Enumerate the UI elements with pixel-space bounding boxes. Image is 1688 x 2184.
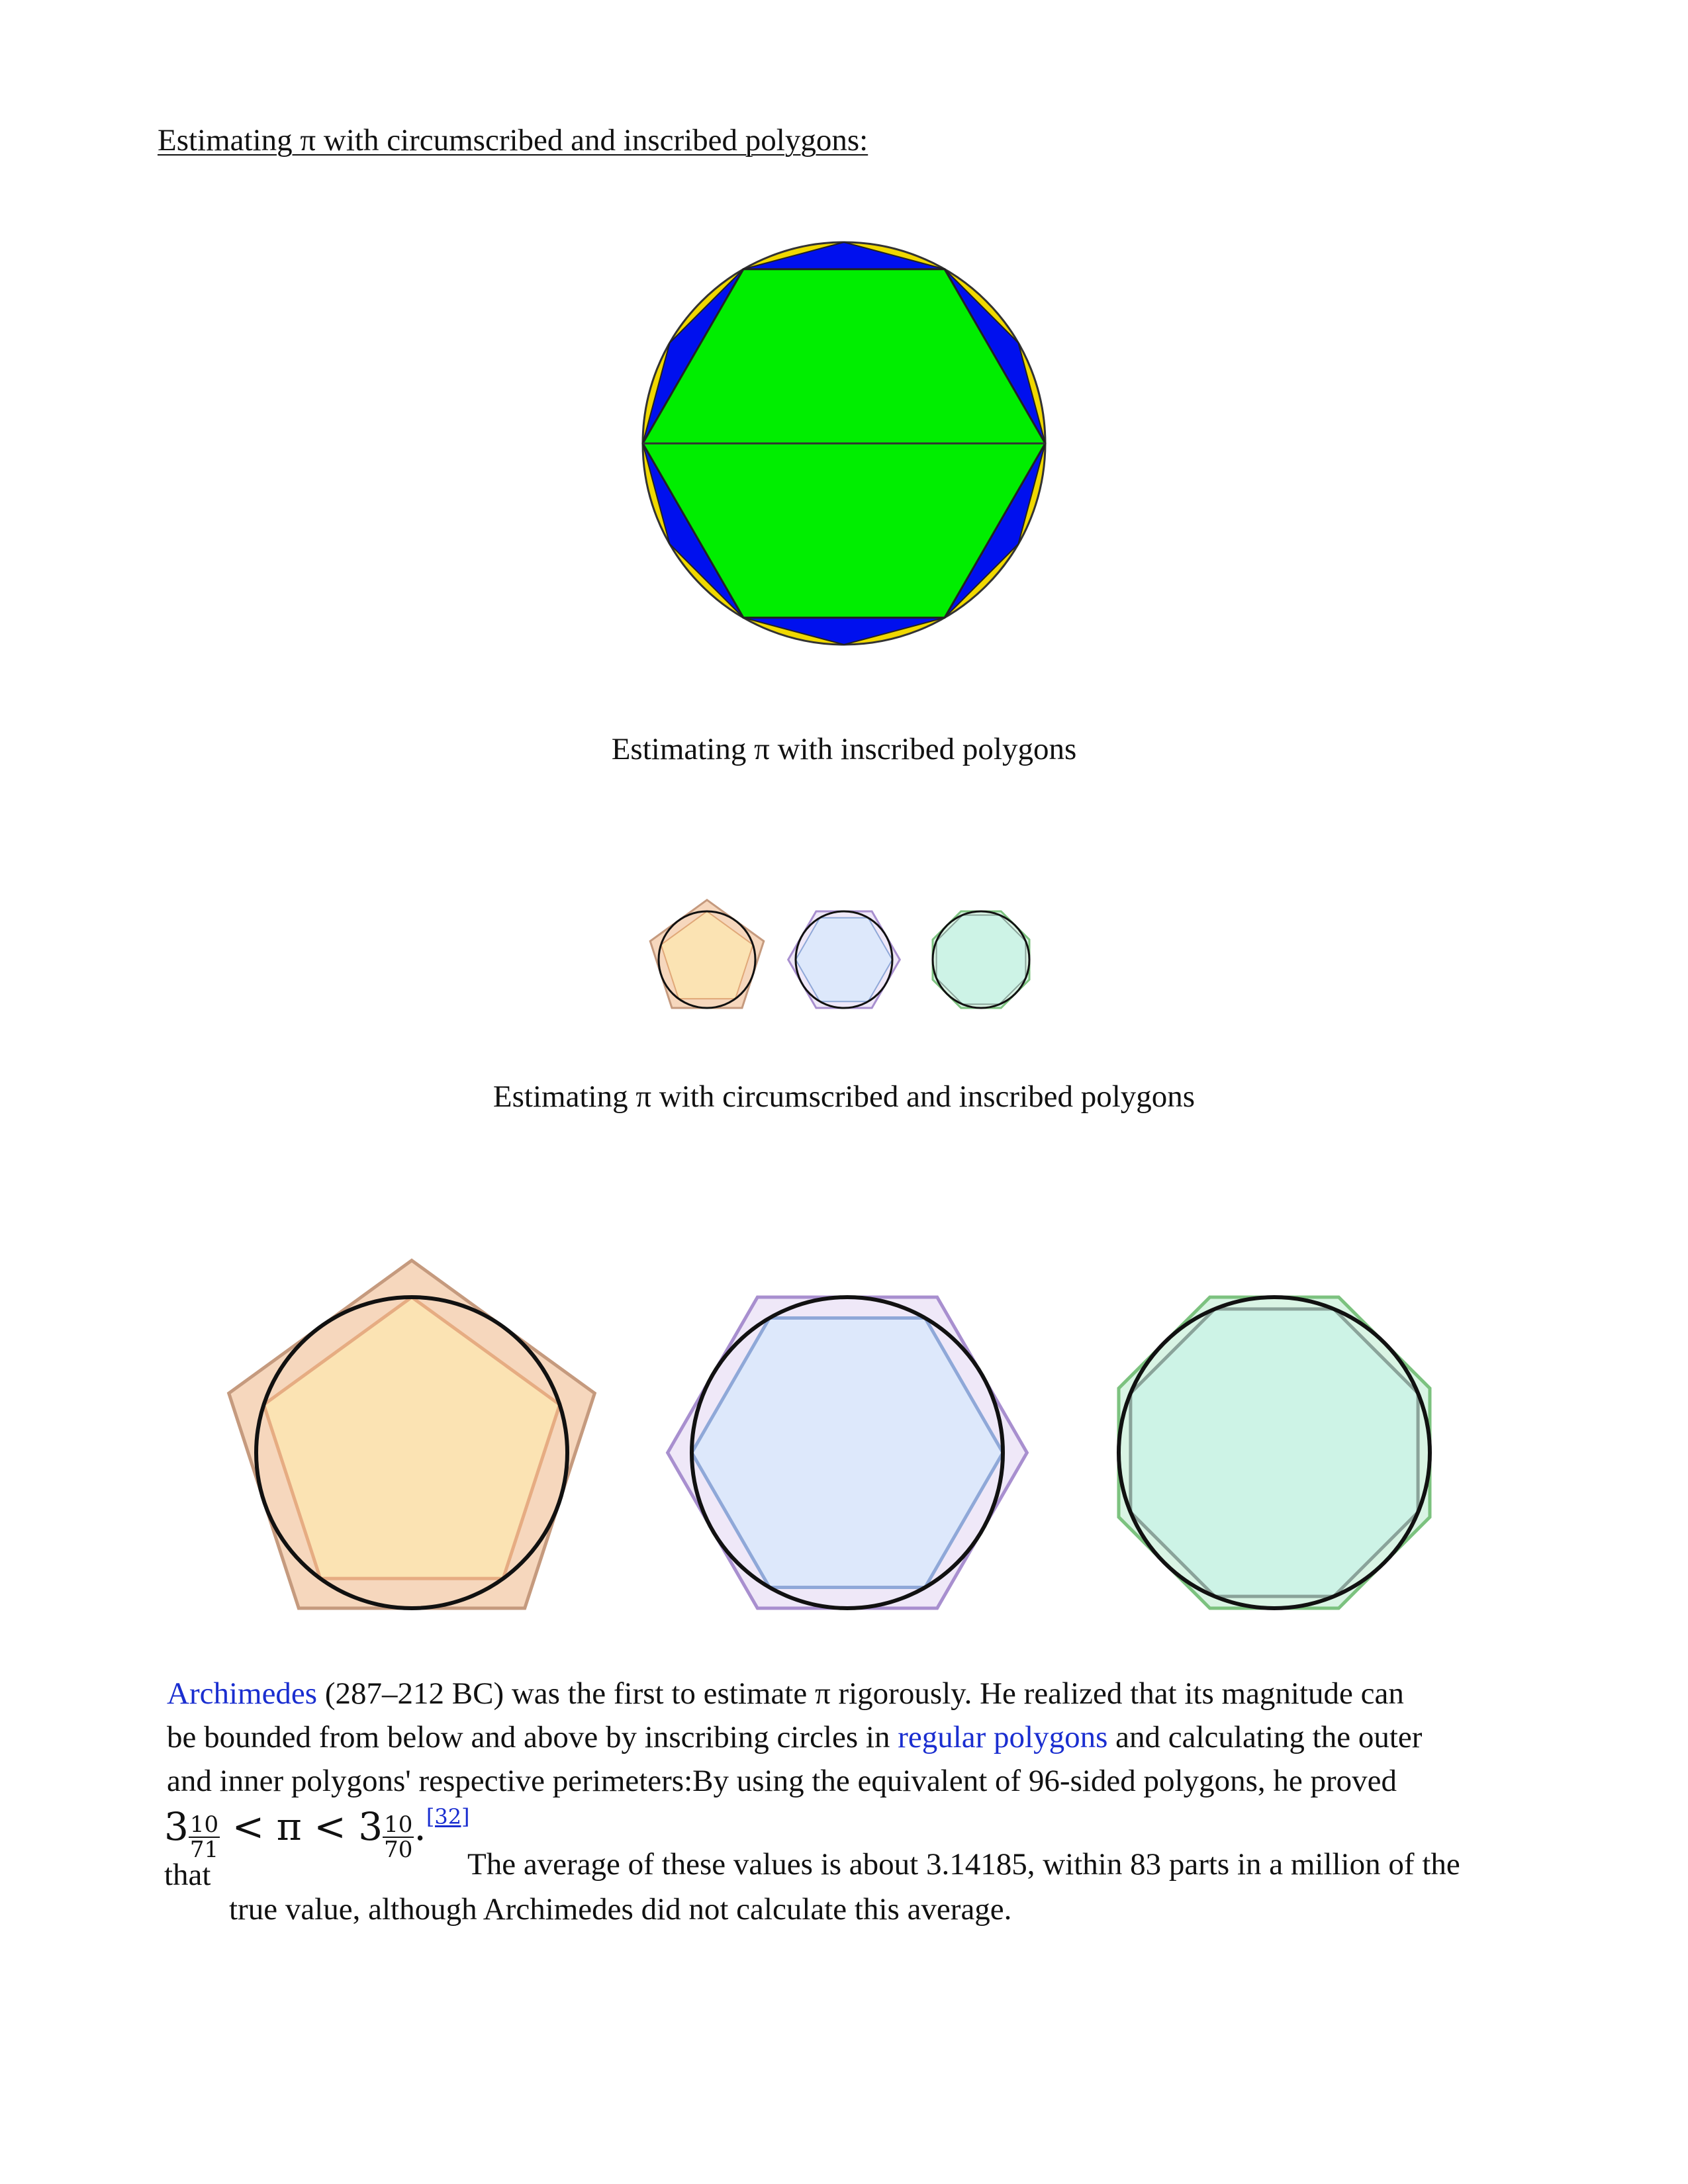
circle bbox=[1119, 1297, 1430, 1608]
circumscribed-octagon bbox=[1119, 1297, 1430, 1608]
circumscribed-hexagon bbox=[668, 1297, 1027, 1608]
line2-text-a: be bounded from below and above by inscribing circles in bbox=[167, 1720, 898, 1754]
inequality-relation: < π < bbox=[220, 1804, 359, 1849]
whole-number-1: 3 bbox=[164, 1804, 189, 1849]
numerator-1: 10 bbox=[189, 1811, 219, 1838]
large-pentagon-group bbox=[229, 1261, 595, 1609]
figure2-caption: Estimating π with circumscribed and inscribed polygons bbox=[492, 1079, 1196, 1114]
inscribed-dodecagon bbox=[643, 242, 1045, 645]
citation-link[interactable]: [32] bbox=[426, 1804, 470, 1829]
circumscribed-pentagon bbox=[650, 900, 764, 1008]
circumscribed-octagon bbox=[933, 911, 1029, 1008]
line2-text-b: and calculating the outer bbox=[1107, 1720, 1423, 1754]
circumscribed-hexagon bbox=[788, 911, 900, 1008]
large-hexagon-group bbox=[668, 1297, 1027, 1608]
inscribed-pentagon bbox=[661, 911, 753, 999]
regular-polygons-link[interactable]: regular polygons bbox=[898, 1720, 1108, 1754]
thumbnail-pentagon bbox=[650, 900, 764, 1008]
denominator-2: 70 bbox=[384, 1836, 413, 1863]
circle bbox=[796, 911, 892, 1008]
circle bbox=[659, 911, 755, 1008]
thumbnail-hexagon bbox=[788, 911, 900, 1008]
line1-text: (287–212 BC) was the first to estimate π rigorously. He realized that its magnitude can bbox=[317, 1676, 1404, 1711]
circle bbox=[933, 911, 1029, 1008]
numerator-2: 10 bbox=[384, 1811, 413, 1838]
inscribed-hexagon bbox=[692, 1318, 1003, 1588]
circumscribed-pentagon bbox=[229, 1261, 595, 1609]
large-octagon-group bbox=[1119, 1297, 1430, 1608]
denominator-1: 71 bbox=[189, 1836, 219, 1863]
paragraph-line-2 bbox=[167, 1715, 1422, 1759]
inscribed-hexagon bbox=[643, 269, 1045, 618]
thumbnail-octagon bbox=[933, 911, 1029, 1008]
circle bbox=[643, 242, 1045, 645]
fraction-2 bbox=[383, 1813, 414, 1862]
math-period: . bbox=[414, 1804, 426, 1849]
inscribed-pentagon bbox=[264, 1297, 560, 1578]
paragraph-line-3: and inner polygons' respective perimeters:By using the equivalent of 96-sided polygons, he proved bbox=[167, 1764, 1397, 1798]
paragraph-line-6: true value, although Archimedes did not calculate this average. bbox=[229, 1892, 1012, 1927]
whole-number-2: 3 bbox=[358, 1804, 383, 1849]
figure1-caption: Estimating π with inscribed polygons bbox=[611, 732, 1077, 766]
inscribed-octagon bbox=[937, 915, 1026, 1005]
heading: Estimating π with circumscribed and inscribed polygons: bbox=[158, 123, 868, 158]
inscribed-hexagon bbox=[796, 918, 892, 1001]
that-word: that bbox=[164, 1858, 211, 1892]
circle bbox=[692, 1297, 1003, 1608]
inscribed-octagon bbox=[1131, 1309, 1418, 1596]
paragraph-line-5: The average of these values is about 3.14185, within 83 parts in a million of the bbox=[467, 1847, 1460, 1882]
archimedes-link[interactable]: Archimedes bbox=[167, 1676, 318, 1711]
circle bbox=[256, 1297, 567, 1608]
paragraph-line-1 bbox=[167, 1672, 1404, 1715]
